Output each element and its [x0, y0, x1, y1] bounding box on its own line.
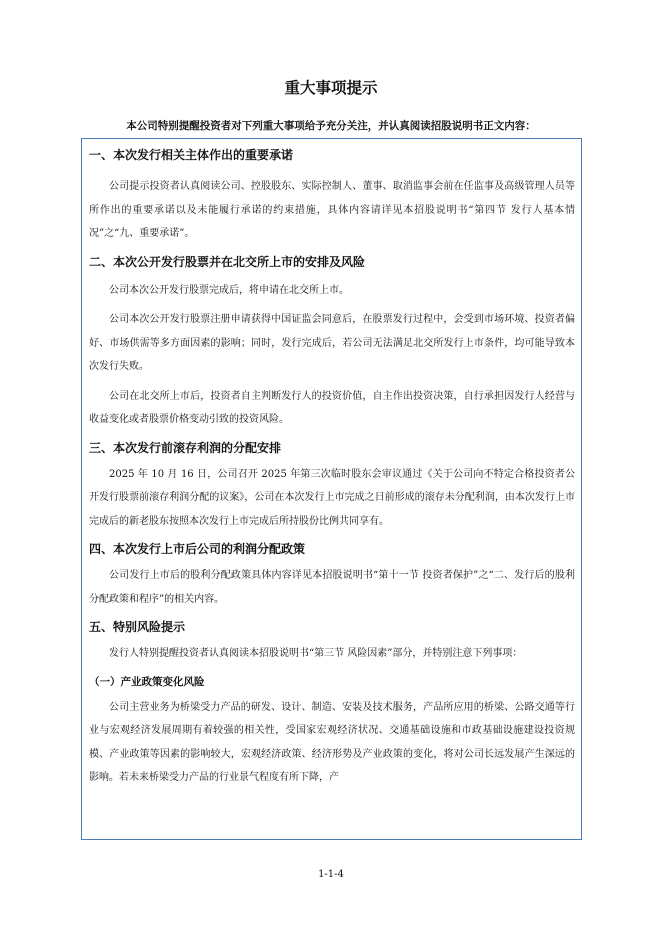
section-paragraph: 公司本次公开发行股票完成后，将申请在北交所上市。 — [109, 284, 349, 296]
section-heading: 三、本次发行前滚存利润的分配安排 — [89, 440, 282, 455]
content-box — [81, 138, 582, 840]
subsection-heading: （一）产业政策变化风险 — [89, 675, 205, 688]
page-number: 1-1-4 — [318, 869, 344, 880]
notice-text: 本公司特别提醒投资者对下列重大事项给予充分关注，并认真阅读招股说明书正文内容： — [126, 120, 536, 132]
section-paragraph: 公司提示投资者认真阅读公司、控股股东、实际控制人、董事、取消监事会前在任监事及高级管理人员等所作出的重要承诺以及未能履行承诺的约束措施，具体内容请详见本招股说明书“第四节 发行人基本情况”之“九、重要承诺”。 — [89, 181, 575, 239]
section-5 — [89, 618, 575, 666]
section-heading: 一、本次发行相关主体作出的重要承诺 — [89, 148, 294, 162]
section-paragraph: 2025 年 10 月 16 日，公司召开 2025 年第三次临时股东会审议通过《关于公司向不特定合格投资者公开发行股票前滚存利润分配的议案》，公司在本次发行上市完成之日前形成的滚存未分配利润，由本次发行上市完成后的新老股东按照本次发行上市完成后所持股份比例共同享有。 — [89, 468, 575, 527]
section-1 — [89, 146, 575, 246]
section-3 — [89, 439, 575, 534]
section-paragraph: 发行人特别提醒投资者认真阅读本招股说明书“第三节 风险因素”部分，并特别注意下列事项： — [109, 648, 523, 659]
subsection-industry-policy-risk — [89, 674, 575, 790]
page-title: 重大事项提示 — [284, 79, 378, 97]
section-heading: 五、特别风险提示 — [89, 620, 186, 634]
section-4 — [89, 540, 575, 611]
section-2 — [89, 253, 575, 432]
section-heading: 四、本次发行上市后公司的利润分配政策 — [89, 542, 306, 556]
section-paragraph: 公司在北交所上市后，投资者自主判断发行人的投资价值，自主作出投资决策，自行承担因发行人经营与收益变化或者股票价格变动引致的投资风险。 — [89, 390, 575, 425]
section-heading: 二、本次公开发行股票并在北交所上市的安排及风险 — [89, 254, 366, 269]
subsection-paragraph: 公司主营业务为桥梁受力产品的研发、设计、制造、安装及技术服务，产品所应用的桥梁、公路交通等行业与宏观经济发展周期有着较强的相关性，受国家宏观经济状况、交通基础设施和市政基础设施建设投资规模、产业政策等因素的影响较大，宏观经济政策、经济形势及产业政策的变化，将对公司长远发展产生深远的影响。若未来桥梁受力产品的行业景气程度有所下降，产 — [89, 701, 575, 783]
section-paragraph: 公司发行上市后的股利分配政策具体内容详见本招股说明书“第十一节 投资者保护”之“二、发行后的股利分配政策和程序”的相关内容。 — [89, 570, 575, 605]
section-paragraph: 公司本次公开发行股票注册申请获得中国证监会同意后，在股票发行过程中，会受到市场环境、投资者偏好、市场供需等多方面因素的影响；同时，发行完成后，若公司无法满足北交所发行上市条件，均可能导致本次发行失败。 — [89, 314, 575, 372]
